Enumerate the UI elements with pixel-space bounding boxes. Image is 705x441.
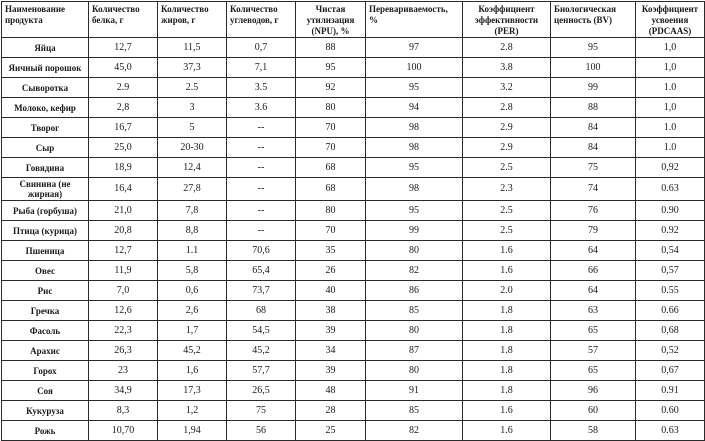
table-row [2,361,705,381]
carbs-cell: 45,2 [227,341,296,361]
carbs-cell: 56 [227,421,296,441]
fat-cell: 0,6 [158,281,227,301]
bv-cell: 74 [551,178,636,201]
table-row [2,301,705,321]
table-header-row [2,2,705,38]
fat-cell: 3 [158,98,227,118]
bv-cell: 84 [551,138,636,158]
protein-cell: 12,6 [89,301,158,321]
product-name-cell: Гречка [2,301,89,321]
bv-cell: 76 [551,201,636,221]
carbs-cell: 68 [227,301,296,321]
npu-cell: 34 [296,341,366,361]
carbs-cell: 3.5 [227,78,296,98]
table-row [2,401,705,421]
fat-cell: 12,4 [158,158,227,178]
per-cell: 1.8 [463,361,551,381]
product-name-cell: Творог [2,118,89,138]
npu-cell: 26 [296,261,366,281]
bv-cell: 99 [551,78,636,98]
protein-cell: 18,9 [89,158,158,178]
digestibility-cell: 100 [366,58,463,78]
table-row [2,381,705,401]
fat-cell: 27,8 [158,178,227,201]
per-cell: 1.8 [463,321,551,341]
carbs-cell: -- [227,118,296,138]
protein-cell: 25,0 [89,138,158,158]
per-cell: 3.2 [463,78,551,98]
table-row [2,58,705,78]
npu-cell: 39 [296,321,366,341]
digestibility-cell: 85 [366,301,463,321]
bv-cell: 64 [551,241,636,261]
pdcaas-cell: 0.63 [636,421,705,441]
carbs-cell: 0,7 [227,38,296,58]
product-name-cell: Рис [2,281,89,301]
carbs-cell: -- [227,221,296,241]
per-cell: 2.9 [463,138,551,158]
carbs-cell: 3.6 [227,98,296,118]
protein-cell: 7,0 [89,281,158,301]
npu-cell: 39 [296,361,366,381]
table-row [2,178,705,201]
npu-cell: 25 [296,421,366,441]
product-name-cell: Арахис [2,341,89,361]
digestibility-cell: 85 [366,401,463,421]
bv-cell: 65 [551,361,636,381]
digestibility-cell: 98 [366,178,463,201]
product-name-cell: Пшеница [2,241,89,261]
table-row [2,78,705,98]
npu-cell: 28 [296,401,366,421]
pdcaas-cell: 0.66 [636,301,705,321]
npu-cell: 70 [296,118,366,138]
carbs-cell: 7,1 [227,58,296,78]
protein-quality-table [1,1,705,441]
carbs-cell: 26,5 [227,381,296,401]
protein-cell: 12,7 [89,38,158,58]
protein-cell: 26,3 [89,341,158,361]
pdcaas-cell: 0,52 [636,341,705,361]
product-name-cell: Сыворотка [2,78,89,98]
protein-cell: 10,70 [89,421,158,441]
bv-cell: 65 [551,321,636,341]
fat-cell: 1,2 [158,401,227,421]
digestibility-cell: 98 [366,138,463,158]
protein-cell: 16,7 [89,118,158,138]
header-protein: Количество белка, г [89,2,158,38]
carbs-cell: 54,5 [227,321,296,341]
header-npu: Чистая утилизация (NPU), % [296,2,366,38]
protein-cell: 12,7 [89,241,158,261]
protein-cell: 8,3 [89,401,158,421]
protein-cell: 22,3 [89,321,158,341]
product-name-cell: Рожь [2,421,89,441]
product-name-cell: Кукуруза [2,401,89,421]
carbs-cell: 73,7 [227,281,296,301]
carbs-cell: -- [227,158,296,178]
fat-cell: 5 [158,118,227,138]
carbs-cell: 65,4 [227,261,296,281]
digestibility-cell: 82 [366,261,463,281]
table-row [2,118,705,138]
digestibility-cell: 99 [366,221,463,241]
pdcaas-cell: 0.92 [636,221,705,241]
pdcaas-cell: 1.0 [636,118,705,138]
carbs-cell: -- [227,201,296,221]
table-row [2,158,705,178]
product-name-cell: Яйца [2,38,89,58]
per-cell: 2.8 [463,98,551,118]
per-cell: 3.8 [463,58,551,78]
digestibility-cell: 95 [366,78,463,98]
product-name-cell: Молоко, кефир [2,98,89,118]
digestibility-cell: 94 [366,98,463,118]
bv-cell: 63 [551,301,636,321]
pdcaas-cell: 0.63 [636,178,705,201]
table-row [2,201,705,221]
protein-cell: 2,8 [89,98,158,118]
per-cell: 2.0 [463,281,551,301]
product-name-cell: Овес [2,261,89,281]
protein-cell: 21,0 [89,201,158,221]
fat-cell: 1,6 [158,361,227,381]
digestibility-cell: 95 [366,158,463,178]
protein-cell: 20,8 [89,221,158,241]
bv-cell: 95 [551,38,636,58]
pdcaas-cell: 0.91 [636,381,705,401]
header-carbs: Количество углеводов, г [227,2,296,38]
fat-cell: 17,3 [158,381,227,401]
carbs-cell: 70,6 [227,241,296,261]
table-row [2,421,705,441]
pdcaas-cell: 1,0 [636,98,705,118]
npu-cell: 40 [296,281,366,301]
product-name-cell: Яичный порошок [2,58,89,78]
per-cell: 1.6 [463,241,551,261]
npu-cell: 70 [296,138,366,158]
bv-cell: 88 [551,98,636,118]
table-row [2,38,705,58]
per-cell: 1.8 [463,301,551,321]
npu-cell: 70 [296,221,366,241]
per-cell: 2.9 [463,118,551,138]
table-row [2,261,705,281]
product-name-cell: Фасоль [2,321,89,341]
per-cell: 2.8 [463,38,551,58]
npu-cell: 48 [296,381,366,401]
pdcaas-cell: 0,57 [636,261,705,281]
fat-cell: 7,8 [158,201,227,221]
protein-cell: 23 [89,361,158,381]
digestibility-cell: 97 [366,38,463,58]
npu-cell: 95 [296,58,366,78]
pdcaas-cell: 1.0 [636,138,705,158]
table-row [2,321,705,341]
per-cell: 1.6 [463,261,551,281]
bv-cell: 96 [551,381,636,401]
table-row [2,98,705,118]
npu-cell: 68 [296,158,366,178]
per-cell: 2.5 [463,201,551,221]
table-row [2,138,705,158]
npu-cell: 38 [296,301,366,321]
fat-cell: 20-30 [158,138,227,158]
pdcaas-cell: 0,92 [636,158,705,178]
pdcaas-cell: 1,0 [636,38,705,58]
pdcaas-cell: 1.0 [636,78,705,98]
protein-cell: 16,4 [89,178,158,201]
npu-cell: 88 [296,38,366,58]
bv-cell: 66 [551,261,636,281]
bv-cell: 58 [551,421,636,441]
per-cell: 1.6 [463,421,551,441]
table-body [2,38,705,441]
digestibility-cell: 91 [366,381,463,401]
fat-cell: 1.1 [158,241,227,261]
carbs-cell: 75 [227,401,296,421]
protein-cell: 34,9 [89,381,158,401]
per-cell: 1.8 [463,341,551,361]
bv-cell: 60 [551,401,636,421]
fat-cell: 1,94 [158,421,227,441]
fat-cell: 1,7 [158,321,227,341]
npu-cell: 80 [296,201,366,221]
product-name-cell: Сыр [2,138,89,158]
bv-cell: 79 [551,221,636,241]
table-row [2,241,705,261]
bv-cell: 64 [551,281,636,301]
product-name-cell: Рыба (горбуша) [2,201,89,221]
npu-cell: 92 [296,78,366,98]
pdcaas-cell: 0.90 [636,201,705,221]
digestibility-cell: 80 [366,321,463,341]
per-cell: 2.5 [463,221,551,241]
protein-cell: 11,9 [89,261,158,281]
npu-cell: 80 [296,98,366,118]
fat-cell: 8,8 [158,221,227,241]
header-bv: Биологическая ценность (BV) [551,2,636,38]
per-cell: 1.8 [463,381,551,401]
protein-cell: 45,0 [89,58,158,78]
pdcaas-cell: 0.55 [636,281,705,301]
header-per: Коэффициент эффективности (PER) [463,2,551,38]
product-name-cell: Свинина (не жирная) [2,178,89,201]
header-pdcaas: Коэффициент усвоения (PDCAAS) [636,2,705,38]
product-name-cell: Горох [2,361,89,381]
pdcaas-cell: 0,68 [636,321,705,341]
fat-cell: 2.5 [158,78,227,98]
npu-cell: 35 [296,241,366,261]
npu-cell: 68 [296,178,366,201]
fat-cell: 45,2 [158,341,227,361]
digestibility-cell: 86 [366,281,463,301]
table-row [2,281,705,301]
digestibility-cell: 80 [366,241,463,261]
bv-cell: 84 [551,118,636,138]
digestibility-cell: 87 [366,341,463,361]
product-name-cell: Говядина [2,158,89,178]
digestibility-cell: 82 [366,421,463,441]
pdcaas-cell: 0.60 [636,401,705,421]
header-digestibility: Перевариваемость, % [366,2,463,38]
fat-cell: 11,5 [158,38,227,58]
bv-cell: 75 [551,158,636,178]
product-name-cell: Соя [2,381,89,401]
fat-cell: 37,3 [158,58,227,78]
pdcaas-cell: 0,67 [636,361,705,381]
digestibility-cell: 95 [366,201,463,221]
protein-cell: 2.9 [89,78,158,98]
table-row [2,341,705,361]
fat-cell: 2,6 [158,301,227,321]
fat-cell: 5,8 [158,261,227,281]
header-product-name: Наименование продукта [2,2,89,38]
digestibility-cell: 80 [366,361,463,381]
carbs-cell: -- [227,178,296,201]
pdcaas-cell: 1,0 [636,58,705,78]
pdcaas-cell: 0,54 [636,241,705,261]
bv-cell: 100 [551,58,636,78]
per-cell: 1.6 [463,401,551,421]
header-fat: Количество жиров, г [158,2,227,38]
table-row [2,221,705,241]
product-name-cell: Птица (курица) [2,221,89,241]
carbs-cell: 57,7 [227,361,296,381]
per-cell: 2.3 [463,178,551,201]
per-cell: 2.5 [463,158,551,178]
carbs-cell: -- [227,138,296,158]
digestibility-cell: 98 [366,118,463,138]
bv-cell: 57 [551,341,636,361]
